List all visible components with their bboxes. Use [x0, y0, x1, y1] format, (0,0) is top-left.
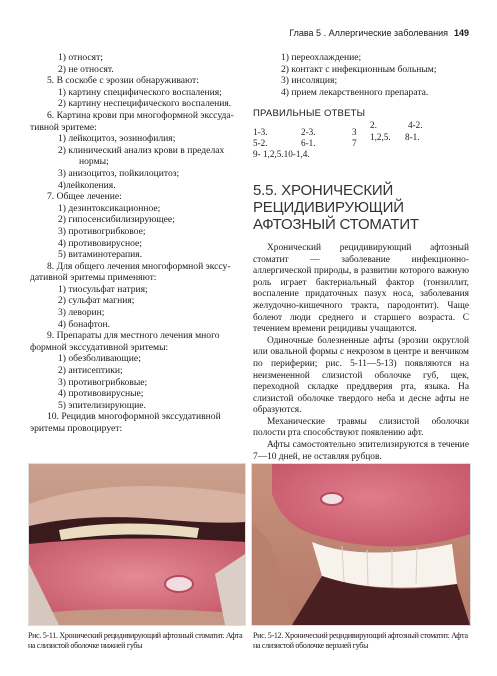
- list-item: 1) тиосульфат натрия;: [58, 283, 148, 295]
- section-title-line: РЕЦИДИВИРУЮЩИЙ: [253, 198, 404, 216]
- list-item: 1) лейкоцитоз, эозинофилия;: [58, 133, 176, 145]
- right-column: [253, 52, 469, 463]
- list-item: 3) противогрибковые;: [58, 376, 148, 388]
- list-item: 4) прием лекарственного препарата.: [281, 86, 429, 98]
- left-column: [30, 52, 243, 435]
- list-item: 4) бонафтон.: [58, 318, 111, 330]
- list-item: 4)лейкопения.: [58, 179, 116, 191]
- list-item: 1) картину специфического воспаления;: [58, 86, 222, 98]
- paragraph: Механические травмы слизистой оболочки полости рта способствуют появлению афт.: [253, 416, 469, 439]
- question: 8. Для общего лечения многоформной экссу-: [47, 260, 231, 272]
- list-item: 1) переохлаждение;: [281, 52, 362, 63]
- question: 5. В соскобе с эрозии обнаруживают:: [47, 75, 199, 87]
- answer: 2-3.: [301, 126, 316, 137]
- list-item: 2) контакт с инфекционным больным;: [281, 63, 437, 75]
- question-continued: формной экссудативной эритемы:: [30, 341, 169, 353]
- list-item: 2) клинический анализ крови в пределах: [58, 144, 225, 156]
- list-item: 3) анизоцитоз, пойкилоцитоз;: [58, 167, 180, 179]
- list-item: 5) витаминотерапия.: [58, 249, 143, 261]
- question-continued: дативной эритемы применяют:: [30, 272, 157, 284]
- answer: 8-1.: [405, 131, 420, 142]
- list-item: 3) инсоляция;: [281, 75, 338, 87]
- list-item: 4) противовирусное;: [58, 237, 142, 249]
- answer: 5-2.: [253, 137, 268, 148]
- answer: 4-2.: [408, 119, 423, 130]
- list-item: 1) дезинтоксикационное;: [58, 202, 161, 214]
- list-item: 2) не относят.: [58, 63, 114, 75]
- figure-photo-lower-lip: [28, 463, 246, 626]
- question: 9. Препараты для местного лечения много: [47, 330, 220, 342]
- list-item: 5) эпителизирующие.: [58, 399, 146, 411]
- answer: 3: [352, 126, 357, 137]
- list-item: 3) леворин;: [58, 307, 105, 319]
- list-item: 4) противовирусные;: [58, 388, 144, 400]
- list-item: 3) противогрибковое;: [58, 225, 146, 237]
- list-item: 1) обезболивающие;: [58, 353, 141, 365]
- list-item-continued: нормы;: [79, 156, 109, 168]
- running-header: [0, 28, 469, 42]
- answer: 7: [352, 137, 357, 148]
- question: 10. Рецидив многоформной экссудативной: [47, 411, 221, 423]
- paragraph: Афты самостоятельно эпителизируются в течение 7—10 дней, не оставляя рубцов.: [253, 440, 469, 462]
- question: 7. Общее лечение:: [47, 191, 122, 203]
- list-item: 1) относят;: [58, 52, 103, 63]
- answers-block: [253, 120, 469, 168]
- list-item: 2) гипосенсибилизирующее;: [58, 214, 175, 226]
- list-item: 2) картину неспецифического воспаления.: [58, 98, 232, 110]
- answer: 1-3.: [253, 126, 268, 137]
- list-item: 2) антисептики;: [58, 365, 123, 377]
- list-item: 2) сульфат магния;: [58, 295, 135, 307]
- page-number: 149: [453, 28, 469, 38]
- chapter-title: Глава 5 . Аллергические заболевания: [289, 28, 448, 38]
- figure-caption: Рис. 5-12. Хронический рецидивирующий афтозный стоматит. Афта на слизистой оболочке верхней губы: [253, 631, 468, 650]
- answer: 2.: [370, 119, 377, 130]
- paragraph: Хронический рецидивирующий афтозный стоматит — заболевание инфекционно-аллергической природы, в развитии которого важную роль играет бактериальный фактор (тонзиллит, воспаление придаточных пазух носа, заболевания желудочно-кишечного тракта, пародонтит). Чаще болеют люди среднего и старшего возраста. С течением времени рецидивы учащаются.: [253, 242, 469, 335]
- paragraph: Одиночные болезненные афты (эрозии округлой или овальной формы с некрозом в центре и венчиком по периферии; рис. 5-11—5-13) появляются на неизмененной слизистой оболочке губ, щек, переходной складке преддверия рта, языка. На слизистой оболочке твердого неба и десне афты не образуются.: [253, 335, 469, 416]
- question: 6. Картина крови при многоформной экссуда-: [47, 109, 234, 121]
- figure-caption: Рис. 5-11. Хронический рецидивирующий афтозный стоматит. Афта на слизистой оболочке нижней губы: [28, 631, 243, 650]
- section-title: [253, 182, 469, 233]
- figure-photo-upper-lip: [251, 463, 471, 626]
- question-continued: эритемы провоцирует:: [30, 423, 123, 434]
- answer: 1,2,5.: [370, 131, 391, 142]
- answers-title: ПРАВИЛЬНЫЕ ОТВЕТЫ: [253, 108, 366, 120]
- answer: 6-1.: [301, 137, 316, 148]
- question-continued: тивной эритеме:: [30, 121, 97, 133]
- answer: 9- 1,2,5.10-1,4.: [253, 148, 310, 159]
- section-title-line: АФТОЗНЫЙ СТОМАТИТ: [253, 215, 419, 233]
- section-title-line: 5.5. ХРОНИЧЕСКИЙ: [253, 181, 394, 199]
